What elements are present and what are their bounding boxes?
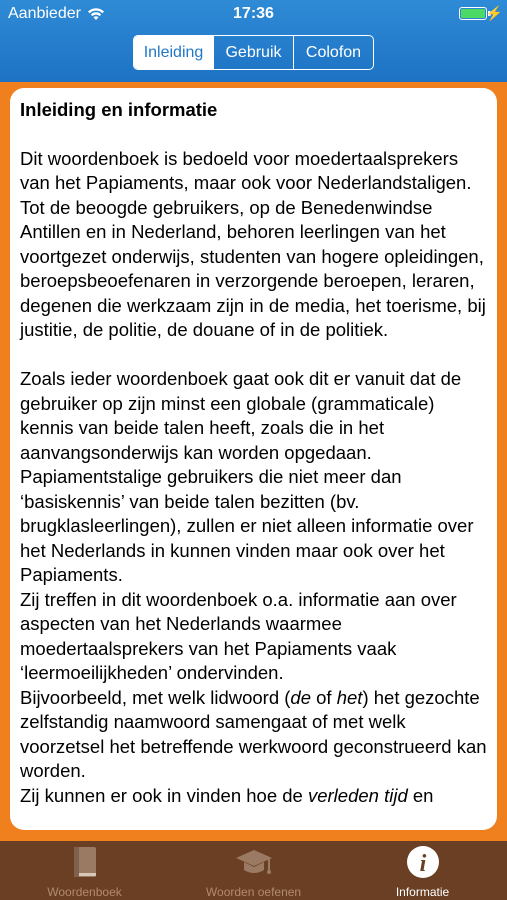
tab-label: Informatie [395, 885, 450, 899]
tab-woorden-oefenen[interactable] [169, 841, 338, 900]
article-de: de [290, 686, 311, 708]
book-icon [71, 845, 99, 879]
info-text [20, 98, 489, 808]
status-bar [0, 0, 507, 28]
content-card[interactable] [10, 88, 497, 830]
segment-gebruik[interactable]: Gebruik [213, 36, 293, 69]
tab-woordenboek[interactable] [0, 841, 169, 900]
info-icon [406, 845, 440, 879]
navigation-header [0, 0, 507, 82]
page-title: Inleiding en informatie [20, 99, 218, 120]
paragraph-articles: Bijvoorbeeld, met welk lidwoord (de of het) het gezochte zelfstandig naamwoord samengaat of met welk voorzetsel het betreffende werkwoord geconstrueerd kan worden. [20, 686, 487, 781]
paragraph-past-tense: Zij kunnen er ook in vinden hoe de verleden tijd en [20, 784, 434, 806]
segment-inleiding[interactable]: Inleiding [134, 36, 213, 69]
graduation-cap-icon [234, 845, 274, 879]
term-verleden-tijd: verleden tijd [307, 784, 408, 806]
charging-icon: ⚡ [485, 5, 503, 21]
svg-text:i: i [419, 851, 426, 877]
paragraph-difficulties: Zij treffen in dit woordenboek o.a. informatie aan over aspecten van het Nederlands waarmee moedertaalsprekers van het Papiaments vaak ‘leermoeilijkheden’ ondervinden. [20, 588, 457, 683]
segment-colofon[interactable]: Colofon [293, 36, 373, 69]
tab-informatie[interactable] [338, 841, 507, 900]
paragraph-intro: Dit woordenboek is bedoeld voor moedertaalsprekers van het Papiaments, maar ook voor Nederlandstaligen. Tot de beoogde gebruikers, op de Benedenwindse Antillen en in Nederland, behoren leerlingen van het voortgezet onderwijs, studenten van hogere opleidingen, beroepsbeoefenaren in verzorgende beroepen, leraren, degenen die werkzaam zijn in de media, het toerisme, bij justitie, de politie, de douane of in de politiek. [20, 147, 486, 340]
tab-label: Woorden oefenen [205, 885, 302, 899]
clock: 17:36 [233, 5, 274, 22]
carrier-label: Aanbieder [8, 5, 81, 22]
article-het: het [336, 686, 363, 708]
battery-icon [459, 7, 487, 20]
tab-label: Woordenboek [47, 885, 122, 899]
paragraph-users: Zoals ieder woordenboek gaat ook dit er vanuit dat de gebruiker op zijn minst een globale (grammaticale) kennis van beide talen heeft, zoals die in het aanvangsonderwijs kan worden opgedaan. Papiamentstalige gebruikers die niet meer dan ‘basiskennis’ van beide talen bezitten (bv. brugklasleerlingen), zullen er niet alleen informatie over het Nederlands in kunnen vinden maar ook over het Papiaments. [20, 368, 474, 585]
tab-bar [0, 841, 507, 900]
section-segmented-control [133, 35, 374, 70]
